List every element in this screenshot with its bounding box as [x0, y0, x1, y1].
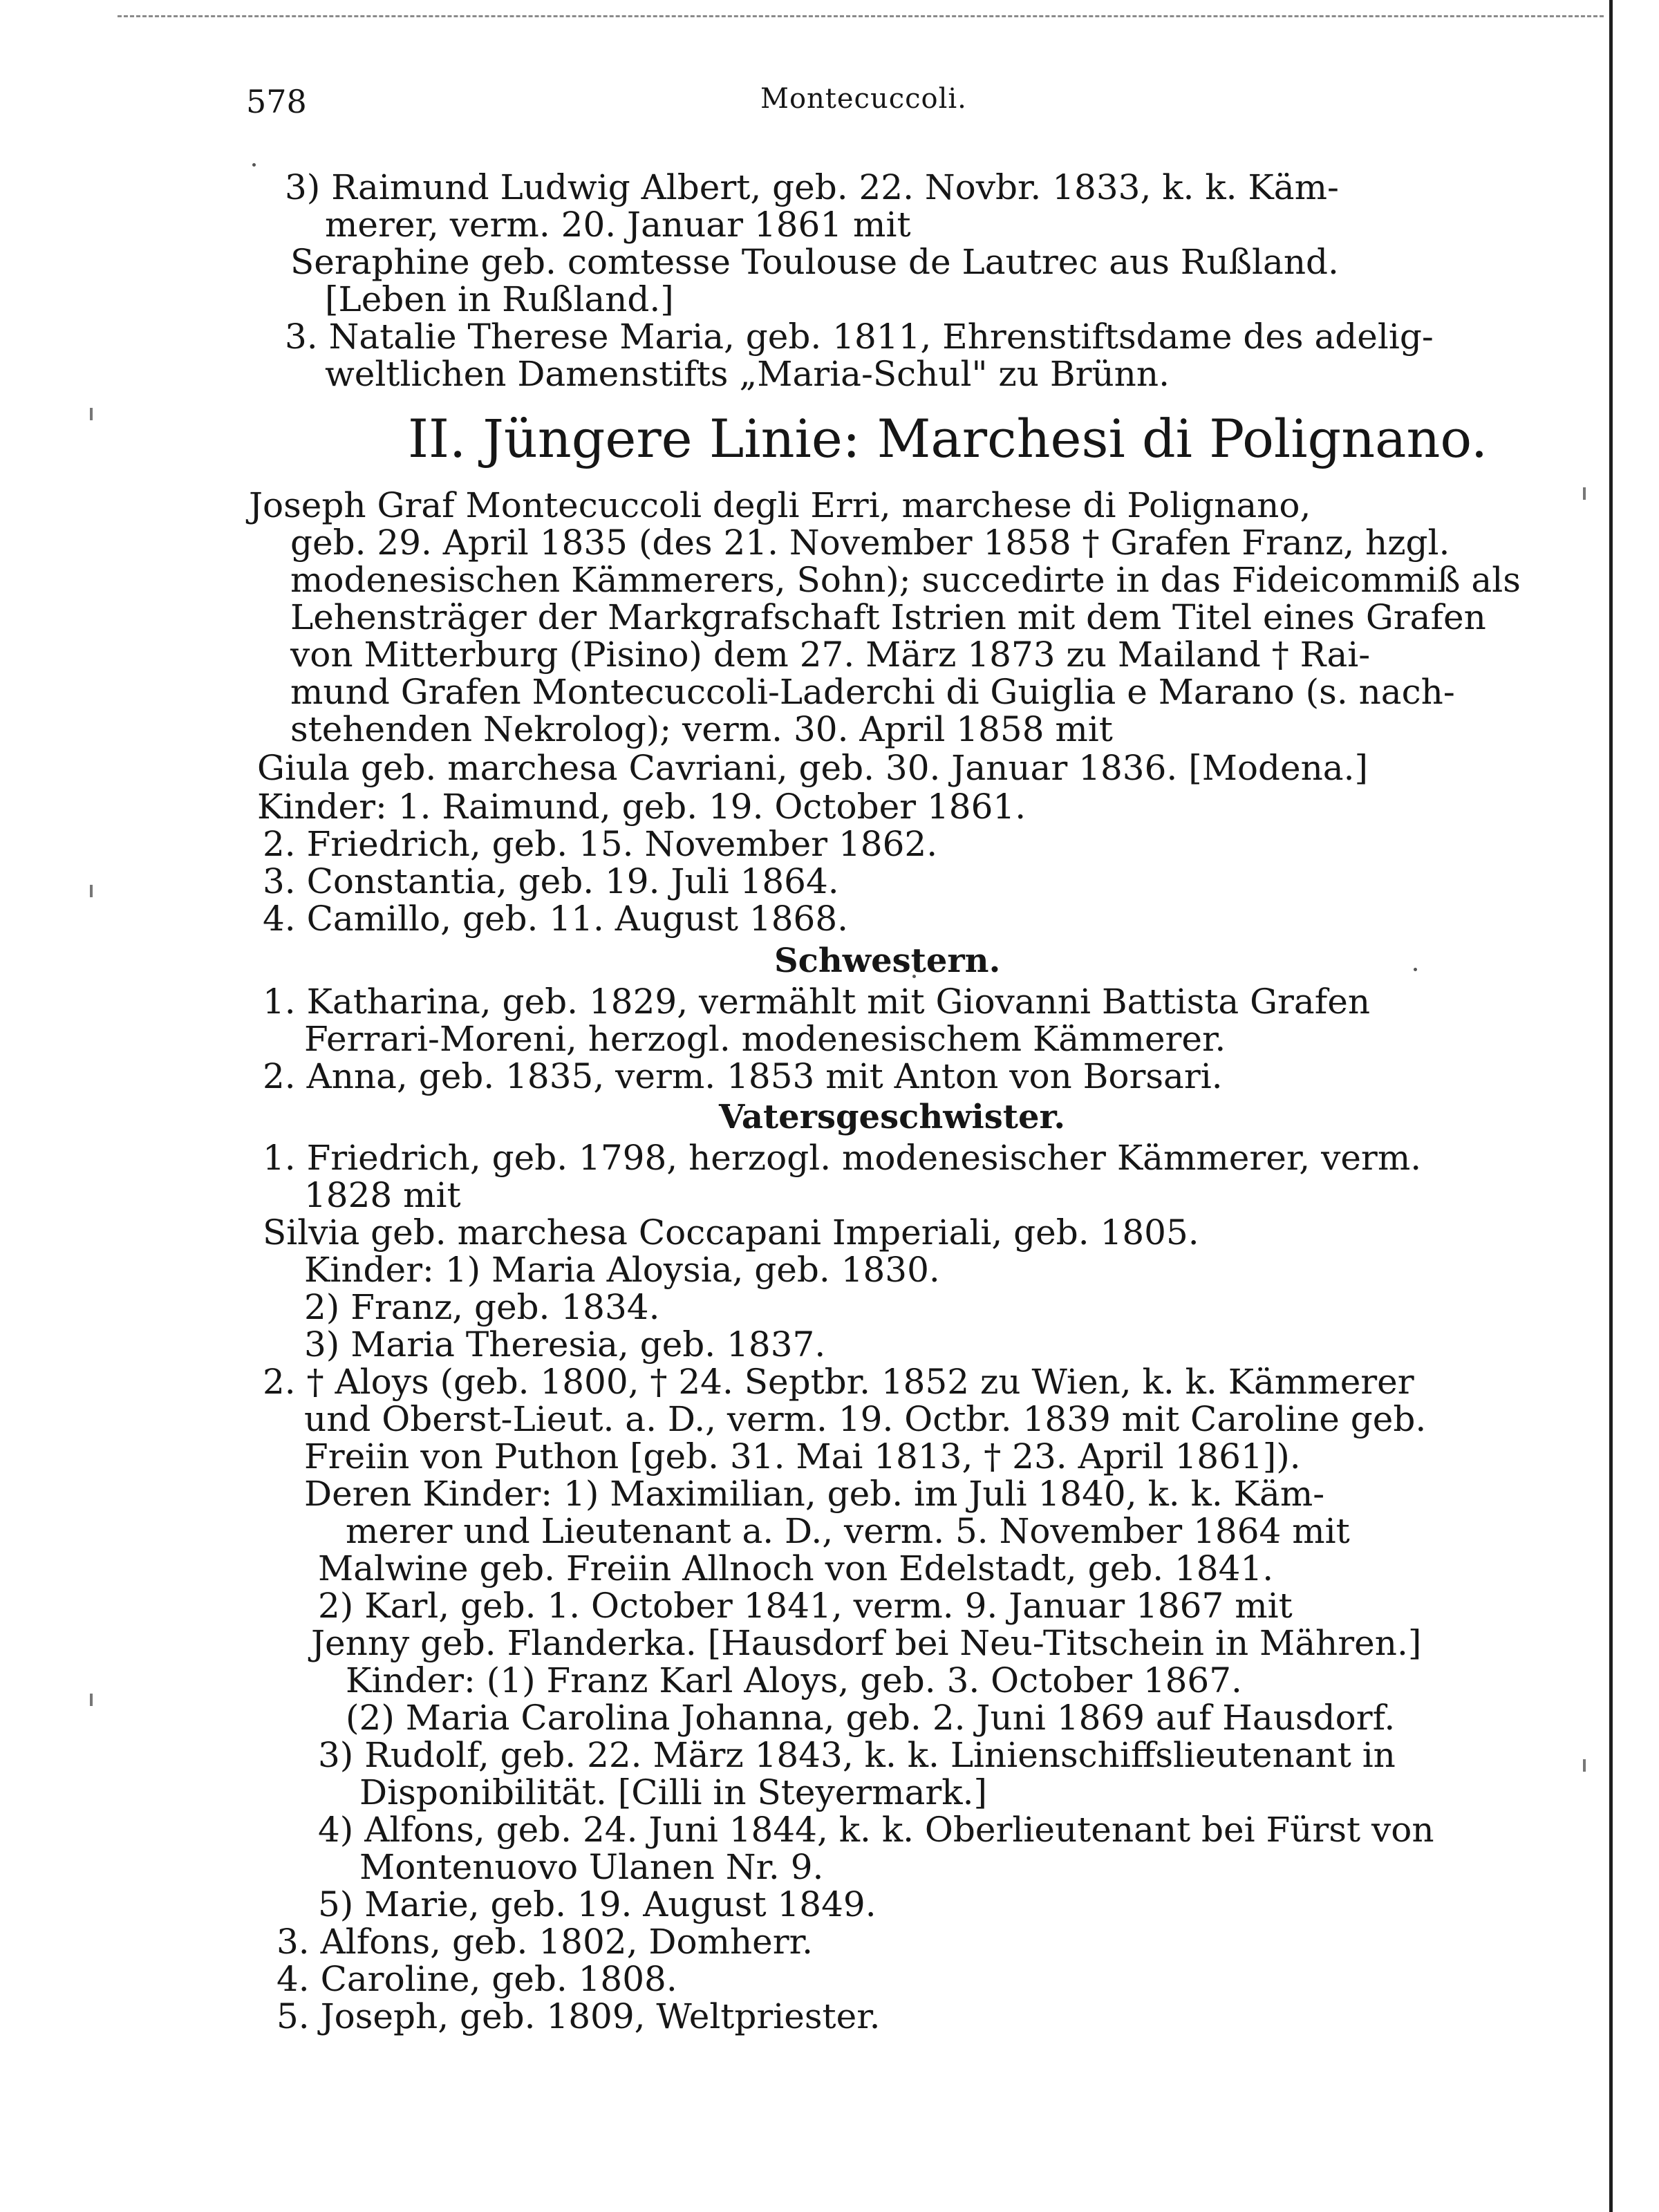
text-line: stehenden Nekrolog); verm. 30. April 1858 mit	[290, 709, 1113, 749]
scan-speck	[252, 163, 256, 167]
text-line: 4. Camillo, geb. 11. August 1868.	[263, 899, 849, 939]
text-line: 3) Raimund Ludwig Albert, geb. 22. Novbr. 1833, k. k. Käm-	[285, 167, 1339, 207]
text-line: 1. Katharina, geb. 1829, vermählt mit Giovanni Battista Grafen	[263, 982, 1371, 1022]
section-heading: II. Jüngere Linie: Marchesi di Polignano.	[408, 408, 1488, 469]
text-line: Montenuovo Ulanen Nr. 9.	[359, 1847, 824, 1887]
text-line: Lehensträger der Markgrafschaft Istrien mit dem Titel eines Grafen	[290, 597, 1486, 637]
text-line: weltlichen Damenstifts „Maria-Schul" zu Brünn.	[325, 354, 1170, 394]
scan-mark	[1583, 487, 1586, 500]
text-line: Disponibilität. [Cilli in Steyermark.]	[359, 1772, 988, 1812]
scan-mark	[1583, 1759, 1586, 1772]
scan-mark	[90, 885, 93, 897]
text-line: 5. Joseph, geb. 1809, Weltpriester.	[276, 1996, 881, 2036]
scan-mark	[90, 408, 93, 420]
text-line: Deren Kinder: 1) Maximilian, geb. im Juli 1840, k. k. Käm-	[304, 1474, 1325, 1514]
text-line: 3. Natalie Therese Maria, geb. 1811, Ehrenstiftsdame des adelig-	[285, 317, 1434, 357]
text-line: modenesischen Kämmerers, Sohn); succedirte in das Fideicommiß als	[290, 560, 1521, 600]
text-line: und Oberst-Lieut. a. D., verm. 19. Octbr. 1839 mit Caroline geb.	[304, 1399, 1427, 1439]
subheading-sisters: Schwestern.	[774, 941, 1001, 980]
text-line: Ferrari-Moreni, herzogl. modenesischem Kämmerer.	[304, 1019, 1226, 1059]
text-line: Seraphine geb. comtesse Toulouse de Lautrec aus Rußland.	[290, 242, 1339, 282]
text-line: 5) Marie, geb. 19. August 1849.	[318, 1884, 877, 1924]
text-line: Silvia geb. marchesa Coccapani Imperiali, geb. 1805.	[263, 1212, 1199, 1253]
running-title: Montecuccoli.	[760, 83, 967, 115]
text-line: Kinder: 1. Raimund, geb. 19. October 1861.	[257, 787, 1027, 827]
text-line: 3) Maria Theresia, geb. 1837.	[304, 1324, 826, 1365]
text-line: mund Grafen Montecuccoli-Laderchi di Guiglia e Marano (s. nach-	[290, 672, 1455, 712]
text-line: [Leben in Rußland.]	[325, 279, 674, 319]
text-line: 2. Friedrich, geb. 15. November 1862.	[263, 824, 938, 864]
text-line: 1828 mit	[304, 1175, 461, 1215]
text-line: Kinder: 1) Maria Aloysia, geb. 1830.	[304, 1250, 940, 1290]
subheading-father-siblings: Vatersgeschwister.	[719, 1098, 1066, 1136]
text-line: 2) Karl, geb. 1. October 1841, verm. 9. Januar 1867 mit	[318, 1586, 1293, 1626]
text-line: 4) Alfons, geb. 24. Juni 1844, k. k. Oberlieutenant bei Fürst von	[318, 1810, 1434, 1850]
text-line: 2. † Aloys (geb. 1800, † 24. Septbr. 1852 zu Wien, k. k. Kämmerer	[263, 1362, 1414, 1402]
scan-mark	[90, 1694, 93, 1706]
text-line: 4. Caroline, geb. 1808.	[276, 1959, 677, 1999]
text-line: geb. 29. April 1835 (des 21. November 1858 † Grafen Franz, hzgl.	[290, 523, 1450, 563]
text-line: merer, verm. 20. Januar 1861 mit	[325, 205, 911, 245]
text-line: Kinder: (1) Franz Karl Aloys, geb. 3. October 1867.	[346, 1660, 1242, 1700]
text-line: Malwine geb. Freiin Allnoch von Edelstadt, geb. 1841.	[318, 1548, 1274, 1588]
text-line: 2. Anna, geb. 1835, verm. 1853 mit Anton von Borsari.	[263, 1056, 1223, 1096]
text-line: Freiin von Puthon [geb. 31. Mai 1813, † 23. April 1861]).	[304, 1436, 1301, 1477]
text-line: 3. Alfons, geb. 1802, Domherr.	[276, 1922, 813, 1962]
scan-speck	[1414, 968, 1417, 971]
text-line: 3) Rudolf, geb. 22. März 1843, k. k. Linienschiffslieutenant in	[318, 1735, 1396, 1775]
text-line: 1. Friedrich, geb. 1798, herzogl. modenesischer Kämmerer, verm.	[263, 1138, 1422, 1178]
text-line: Joseph Graf Montecuccoli degli Erri, marchese di Polignano,	[249, 485, 1311, 525]
text-line: 2) Franz, geb. 1834.	[304, 1287, 660, 1327]
text-line: merer und Lieutenant a. D., verm. 5. November 1864 mit	[346, 1511, 1350, 1551]
text-line: Giula geb. marchesa Cavriani, geb. 30. Januar 1836. [Modena.]	[257, 748, 1369, 788]
text-line: Jenny geb. Flanderka. [Hausdorf bei Neu-Titschein in Mähren.]	[311, 1623, 1422, 1663]
right-scan-edge	[1609, 0, 1613, 2212]
top-scan-border	[118, 15, 1604, 17]
text-line: von Mitterburg (Pisino) dem 27. März 1873 zu Mailand † Rai-	[290, 635, 1371, 675]
text-line: (2) Maria Carolina Johanna, geb. 2. Juni 1869 auf Hausdorf.	[346, 1698, 1396, 1738]
text-line: 3. Constantia, geb. 19. Juli 1864.	[263, 861, 839, 901]
page-number: 578	[246, 83, 307, 120]
